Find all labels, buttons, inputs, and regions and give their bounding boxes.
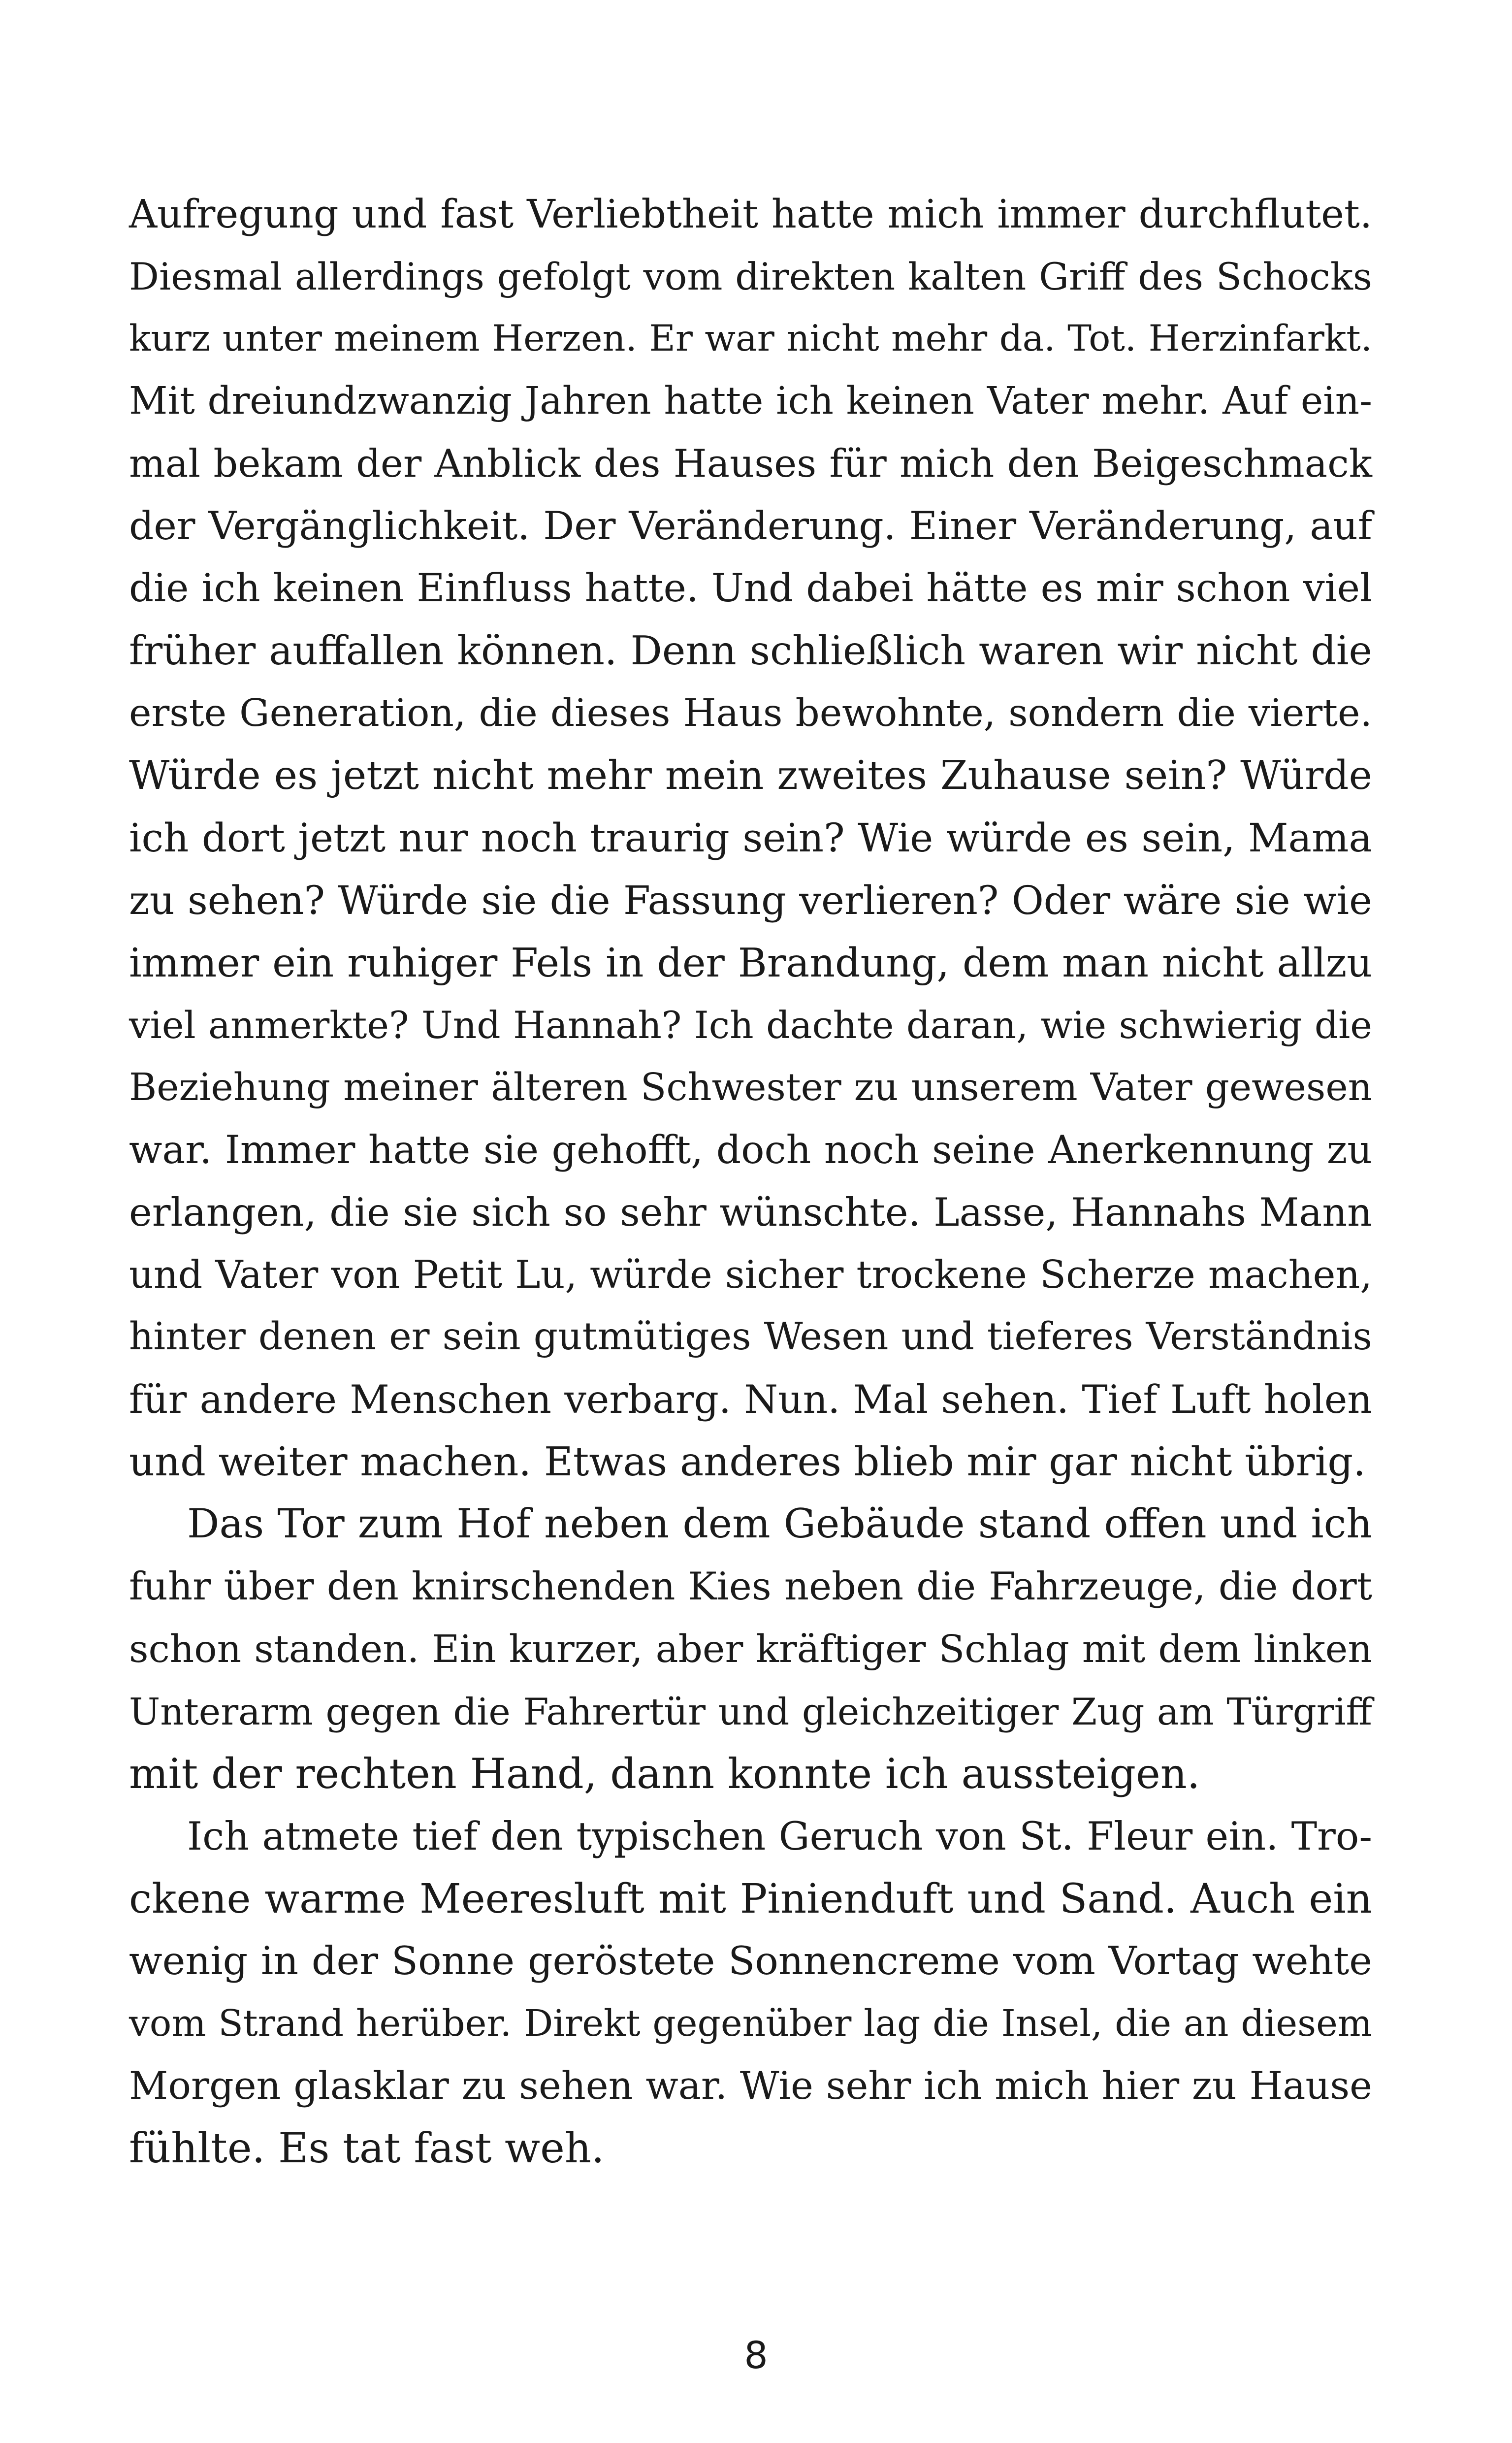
text-line: mal bekam der Anblick des Hauses für mich den Beigeschmack <box>129 441 1372 486</box>
text-line: früher auffallen können. Denn schließlich waren wir nicht die <box>129 627 1372 674</box>
text-line: der Vergänglichkeit. Der Veränderung. Einer Veränderung, auf <box>129 503 1372 549</box>
text-line: schon standen. Ein kurzer, aber kräftiger Schlag mit dem linken <box>129 1627 1372 1671</box>
text-line: wenig in der Sonne geröstete Sonnencreme vom Vortag wehte <box>129 1938 1372 1984</box>
text-line: Ich atmete tief den typischen Geruch von St. Fleur ein. Tro- <box>187 1813 1372 1859</box>
text-line: zu sehen? Würde sie die Fassung verlieren? Oder wäre sie wie <box>129 877 1372 923</box>
text-line: fuhr über den knirschenden Kies neben die Fahrzeuge, die dort <box>129 1564 1372 1609</box>
text-line: ckene warme Meeresluft mit Pinienduft und Sand. Auch ein <box>129 1875 1372 1922</box>
text-line: kurz unter meinem Herzen. Er war nicht mehr da. Tot. Herzinfarkt. <box>129 318 1372 360</box>
text-line: mit der rechten Hand, dann konnte ich aussteigen. <box>129 1750 1200 1798</box>
text-line: die ich keinen Einfluss hatte. Und dabei hätte es mir schon viel <box>129 566 1372 611</box>
page-number: 8 <box>744 2333 768 2377</box>
text-line: Morgen glasklar zu sehen war. Wie sehr ich mich hier zu Hause <box>129 2063 1372 2108</box>
text-line: erste Generation, die dieses Haus bewohnte, sondern die vierte. <box>129 691 1372 735</box>
text-line: Würde es jetzt nicht mehr mein zweites Zuhause sein? Würde <box>129 752 1372 799</box>
text-line: Unterarm gegen die Fahrertür und gleichzeitiger Zug am Türgriff <box>129 1690 1372 1733</box>
text-line: war. Immer hatte sie gehofft, doch noch seine Anerkennung zu <box>129 1127 1372 1173</box>
text-line: fühlte. Es tat fast weh. <box>129 2124 605 2173</box>
text-line: ich dort jetzt nur noch traurig sein? Wie würde es sein, Mama <box>129 814 1372 861</box>
text-line: immer ein ruhiger Fels in der Brandung, dem man nicht allzu <box>129 940 1372 986</box>
text-line: vom Strand herüber. Direkt gegenüber lag die Insel, die an diesem <box>129 2002 1372 2045</box>
text-line: erlangen, die sie sich so sehr wünschte. Lasse, Hannahs Mann <box>129 1190 1372 1235</box>
body-text <box>129 183 1372 2180</box>
text-line: Das Tor zum Hof neben dem Gebäude stand offen und ich <box>187 1500 1372 1548</box>
text-line: Diesmal allerdings gefolgt vom direkten kalten Griff des Schocks <box>129 254 1372 298</box>
text-line: und weiter machen. Etwas anderes blieb mir gar nicht übrig. <box>129 1438 1366 1485</box>
text-line: Beziehung meiner älteren Schwester zu unserem Vater gewesen <box>129 1065 1372 1109</box>
text-line: für andere Menschen verbarg. Nun. Mal sehen. Tief Luft holen <box>129 1377 1372 1423</box>
text-line: und Vater von Petit Lu, würde sicher trockene Scherze machen, <box>129 1252 1372 1297</box>
text-line: Aufregung und fast Verliebtheit hatte mich immer durchflutet. <box>129 191 1372 237</box>
text-line: Mit dreiundzwanzig Jahren hatte ich keinen Vater mehr. Auf ein- <box>129 379 1372 423</box>
text-line: viel anmerkte? Und Hannah? Ich dachte daran, wie schwierig die <box>129 1003 1372 1047</box>
text-line: hinter denen er sein gutmütiges Wesen und tieferes Verständnis <box>129 1315 1372 1359</box>
